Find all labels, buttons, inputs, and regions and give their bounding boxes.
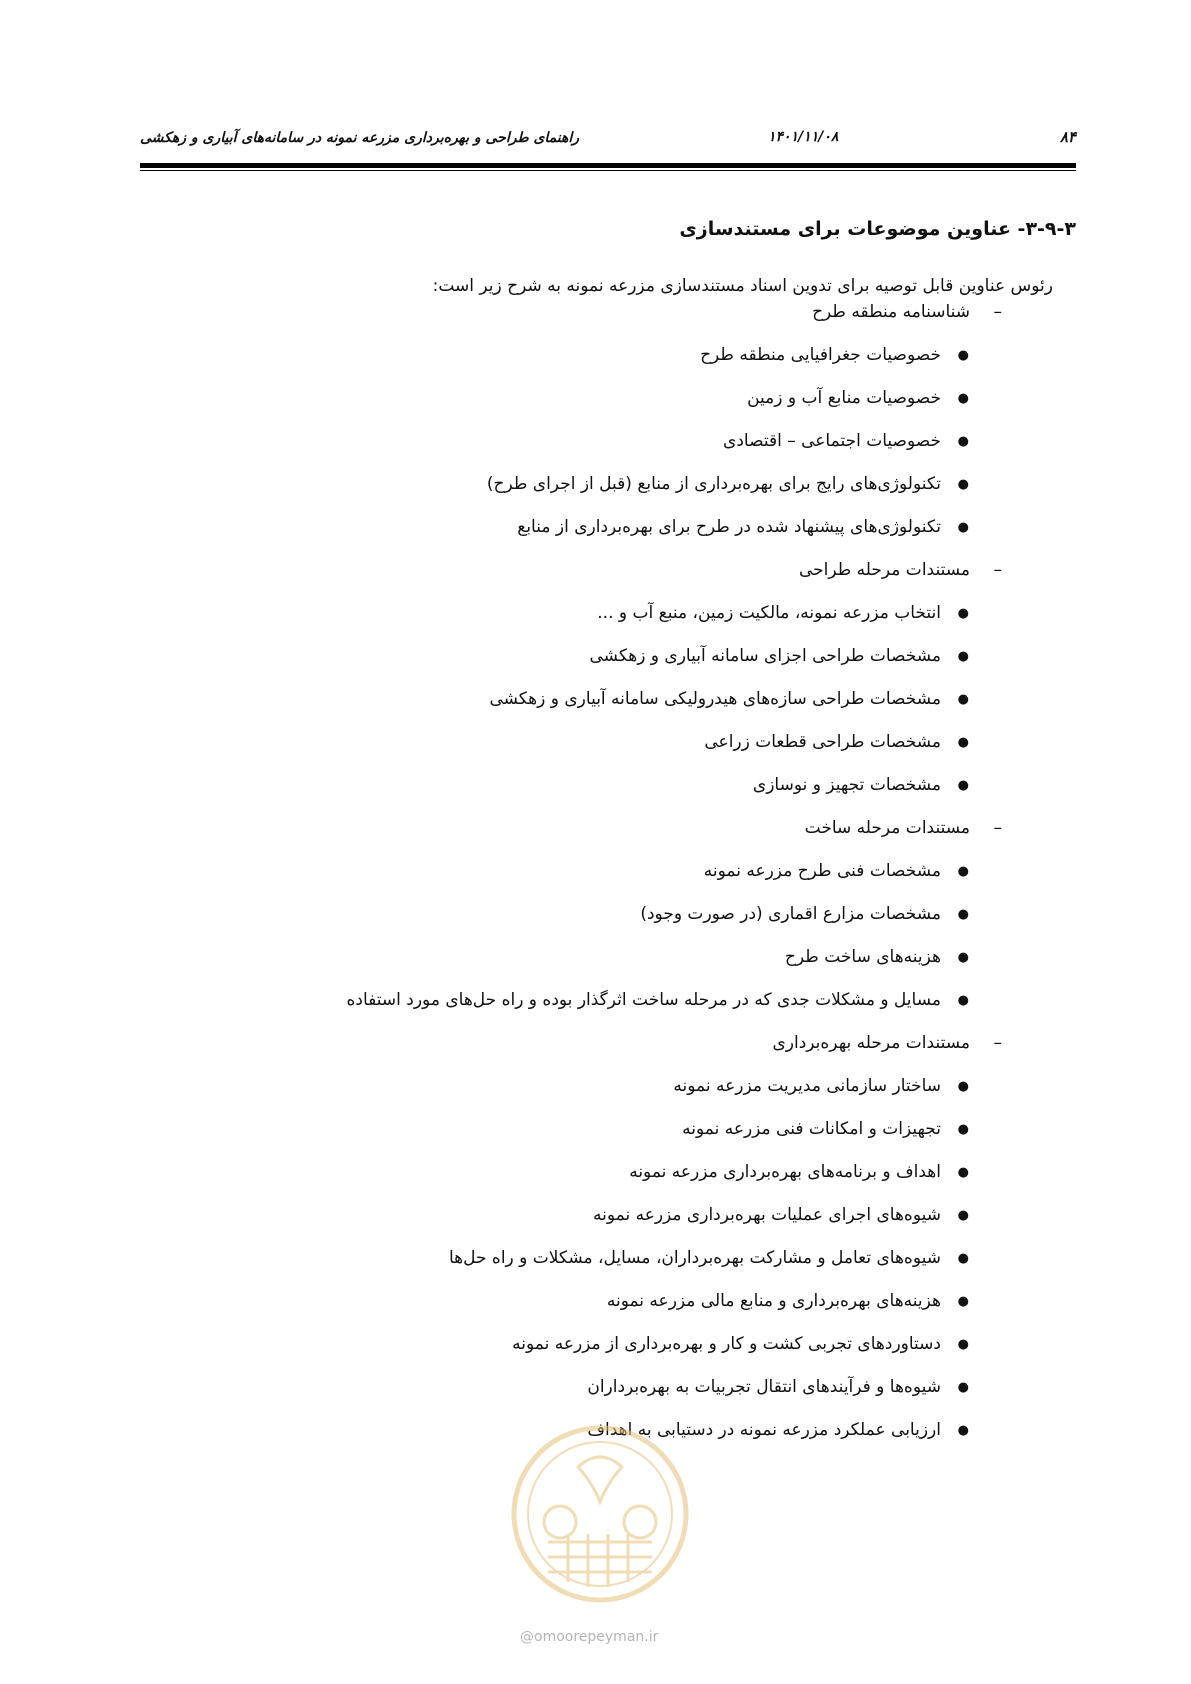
list-item: ●خصوصیات جغرافیایی منطقه طرح bbox=[700, 343, 969, 368]
list-item: ●تکنولوژی‌های رایج برای بهره‌برداری از منابع (قبل از اجرای طرح) bbox=[487, 472, 969, 497]
list-item: ●شیوه‌ها و فرآیندهای انتقال تجربیات به بهره‌برداران bbox=[587, 1375, 969, 1400]
list-item: ●مشخصات مزارع اقماری (در صورت وجود) bbox=[640, 902, 969, 927]
group-title: –مستندات مرحله بهره‌برداری bbox=[772, 1033, 1002, 1053]
bullet-icon: ● bbox=[957, 1208, 969, 1223]
dash-marker: – bbox=[993, 1033, 1002, 1053]
watermark-seal-icon bbox=[508, 1422, 692, 1606]
bullet-icon: ● bbox=[957, 1251, 969, 1266]
bullet-icon: ● bbox=[957, 434, 969, 449]
intro-paragraph: رئوس عناوین قابل توصیه برای تدوین اسناد مستندسازی مزرعه نمونه به شرح زیر است: bbox=[432, 276, 1053, 296]
header-date: ۱۴۰۱/۱۱/۰۸ bbox=[768, 129, 839, 145]
list-item: ●خصوصیات منابع آب و زمین bbox=[747, 386, 969, 411]
footer-url: @omoorepeyman.ir bbox=[520, 1629, 659, 1645]
bullet-icon: ● bbox=[957, 1337, 969, 1352]
bullet-icon: ● bbox=[957, 864, 969, 879]
page-header bbox=[140, 128, 1076, 154]
list-item: ●هزینه‌های بهره‌برداری و منابع مالی مزرعه نمونه bbox=[607, 1289, 969, 1314]
dash-marker: – bbox=[993, 560, 1002, 580]
list-item: ●مشخصات طراحی اجزای سامانه آبیاری و زهکشی bbox=[590, 644, 970, 669]
group-title: –شناسنامه منطقه طرح bbox=[812, 302, 1002, 322]
bullet-icon: ● bbox=[957, 778, 969, 793]
section-heading: ۳-۹-۳- عناوین موضوعات برای مستندسازی bbox=[679, 218, 1076, 240]
bullet-icon: ● bbox=[957, 391, 969, 406]
bullet-icon: ● bbox=[957, 520, 969, 535]
bullet-icon: ● bbox=[957, 649, 969, 664]
bullet-icon: ● bbox=[957, 1079, 969, 1094]
bullet-icon: ● bbox=[957, 1165, 969, 1180]
bullet-icon: ● bbox=[957, 1294, 969, 1309]
list-item: ●مسایل و مشکلات جدی که در مرحله ساخت اثرگذار بوده و راه حل‌های مورد استفاده bbox=[347, 988, 970, 1013]
bullet-icon: ● bbox=[957, 1423, 969, 1438]
list-item: ●مشخصات طراحی قطعات زراعی bbox=[704, 730, 969, 755]
list-item: ●تجهیزات و امکانات فنی مزرعه نمونه bbox=[682, 1117, 969, 1142]
page-number: ۸۴ bbox=[1059, 128, 1076, 146]
list-item: ●هزینه‌های ساخت طرح bbox=[785, 945, 969, 970]
bullet-icon: ● bbox=[957, 606, 969, 621]
list-item: ●مشخصات طراحی سازه‌های هیدرولیکی سامانه آبیاری و زهکشی bbox=[489, 687, 969, 712]
group-title: –مستندات مرحله ساخت bbox=[804, 818, 1002, 838]
list-item: ●ارزیابی عملکرد مزرعه نمونه در دستیابی به اهداف bbox=[587, 1418, 969, 1443]
header-rule-thick bbox=[140, 163, 1076, 168]
dash-marker: – bbox=[993, 302, 1002, 322]
list-item: ●خصوصیات اجتماعی – اقتصادی bbox=[723, 429, 969, 454]
list-item: ●تکنولوژی‌های پیشنهاد شده در طرح برای بهره‌برداری از منابع bbox=[517, 515, 969, 540]
running-title: راهنمای طراحی و بهره‌برداری مزرعه نمونه در سامانه‌های آبیاری و زهکشی bbox=[140, 130, 580, 146]
bullet-icon: ● bbox=[957, 907, 969, 922]
list-item: ●اهداف و برنامه‌های بهره‌برداری مزرعه نمونه bbox=[629, 1160, 969, 1185]
list-item: ●شیوه‌های تعامل و مشارکت بهره‌برداران، مسایل، مشکلات و راه حل‌ها bbox=[449, 1246, 969, 1271]
list-item: ●شیوه‌های اجرای عملیات بهره‌برداری مزرعه نمونه bbox=[593, 1203, 969, 1228]
dash-marker: – bbox=[993, 818, 1002, 838]
header-rule-thin bbox=[140, 170, 1076, 171]
bullet-icon: ● bbox=[957, 993, 969, 1008]
bullet-icon: ● bbox=[957, 348, 969, 363]
list-item: ●ساختار سازمانی مدیریت مزرعه نمونه bbox=[673, 1074, 969, 1099]
list-item: ●مشخصات تجهیز و نوسازی bbox=[753, 773, 969, 798]
list-item: ●دستاوردهای تجربی کشت و کار و بهره‌برداری از مزرعه نمونه bbox=[512, 1332, 969, 1357]
bullet-icon: ● bbox=[957, 1380, 969, 1395]
list-item: ●انتخاب مزرعه نمونه، مالکیت زمین، منبع آب و ... bbox=[597, 601, 969, 626]
bullet-icon: ● bbox=[957, 477, 969, 492]
bullet-icon: ● bbox=[957, 1122, 969, 1137]
group-title: –مستندات مرحله طراحی bbox=[798, 560, 1002, 580]
bullet-icon: ● bbox=[957, 692, 969, 707]
bullet-icon: ● bbox=[957, 950, 969, 965]
bullet-icon: ● bbox=[957, 735, 969, 750]
list-item: ●مشخصات فنی طرح مزرعه نمونه bbox=[704, 859, 969, 884]
